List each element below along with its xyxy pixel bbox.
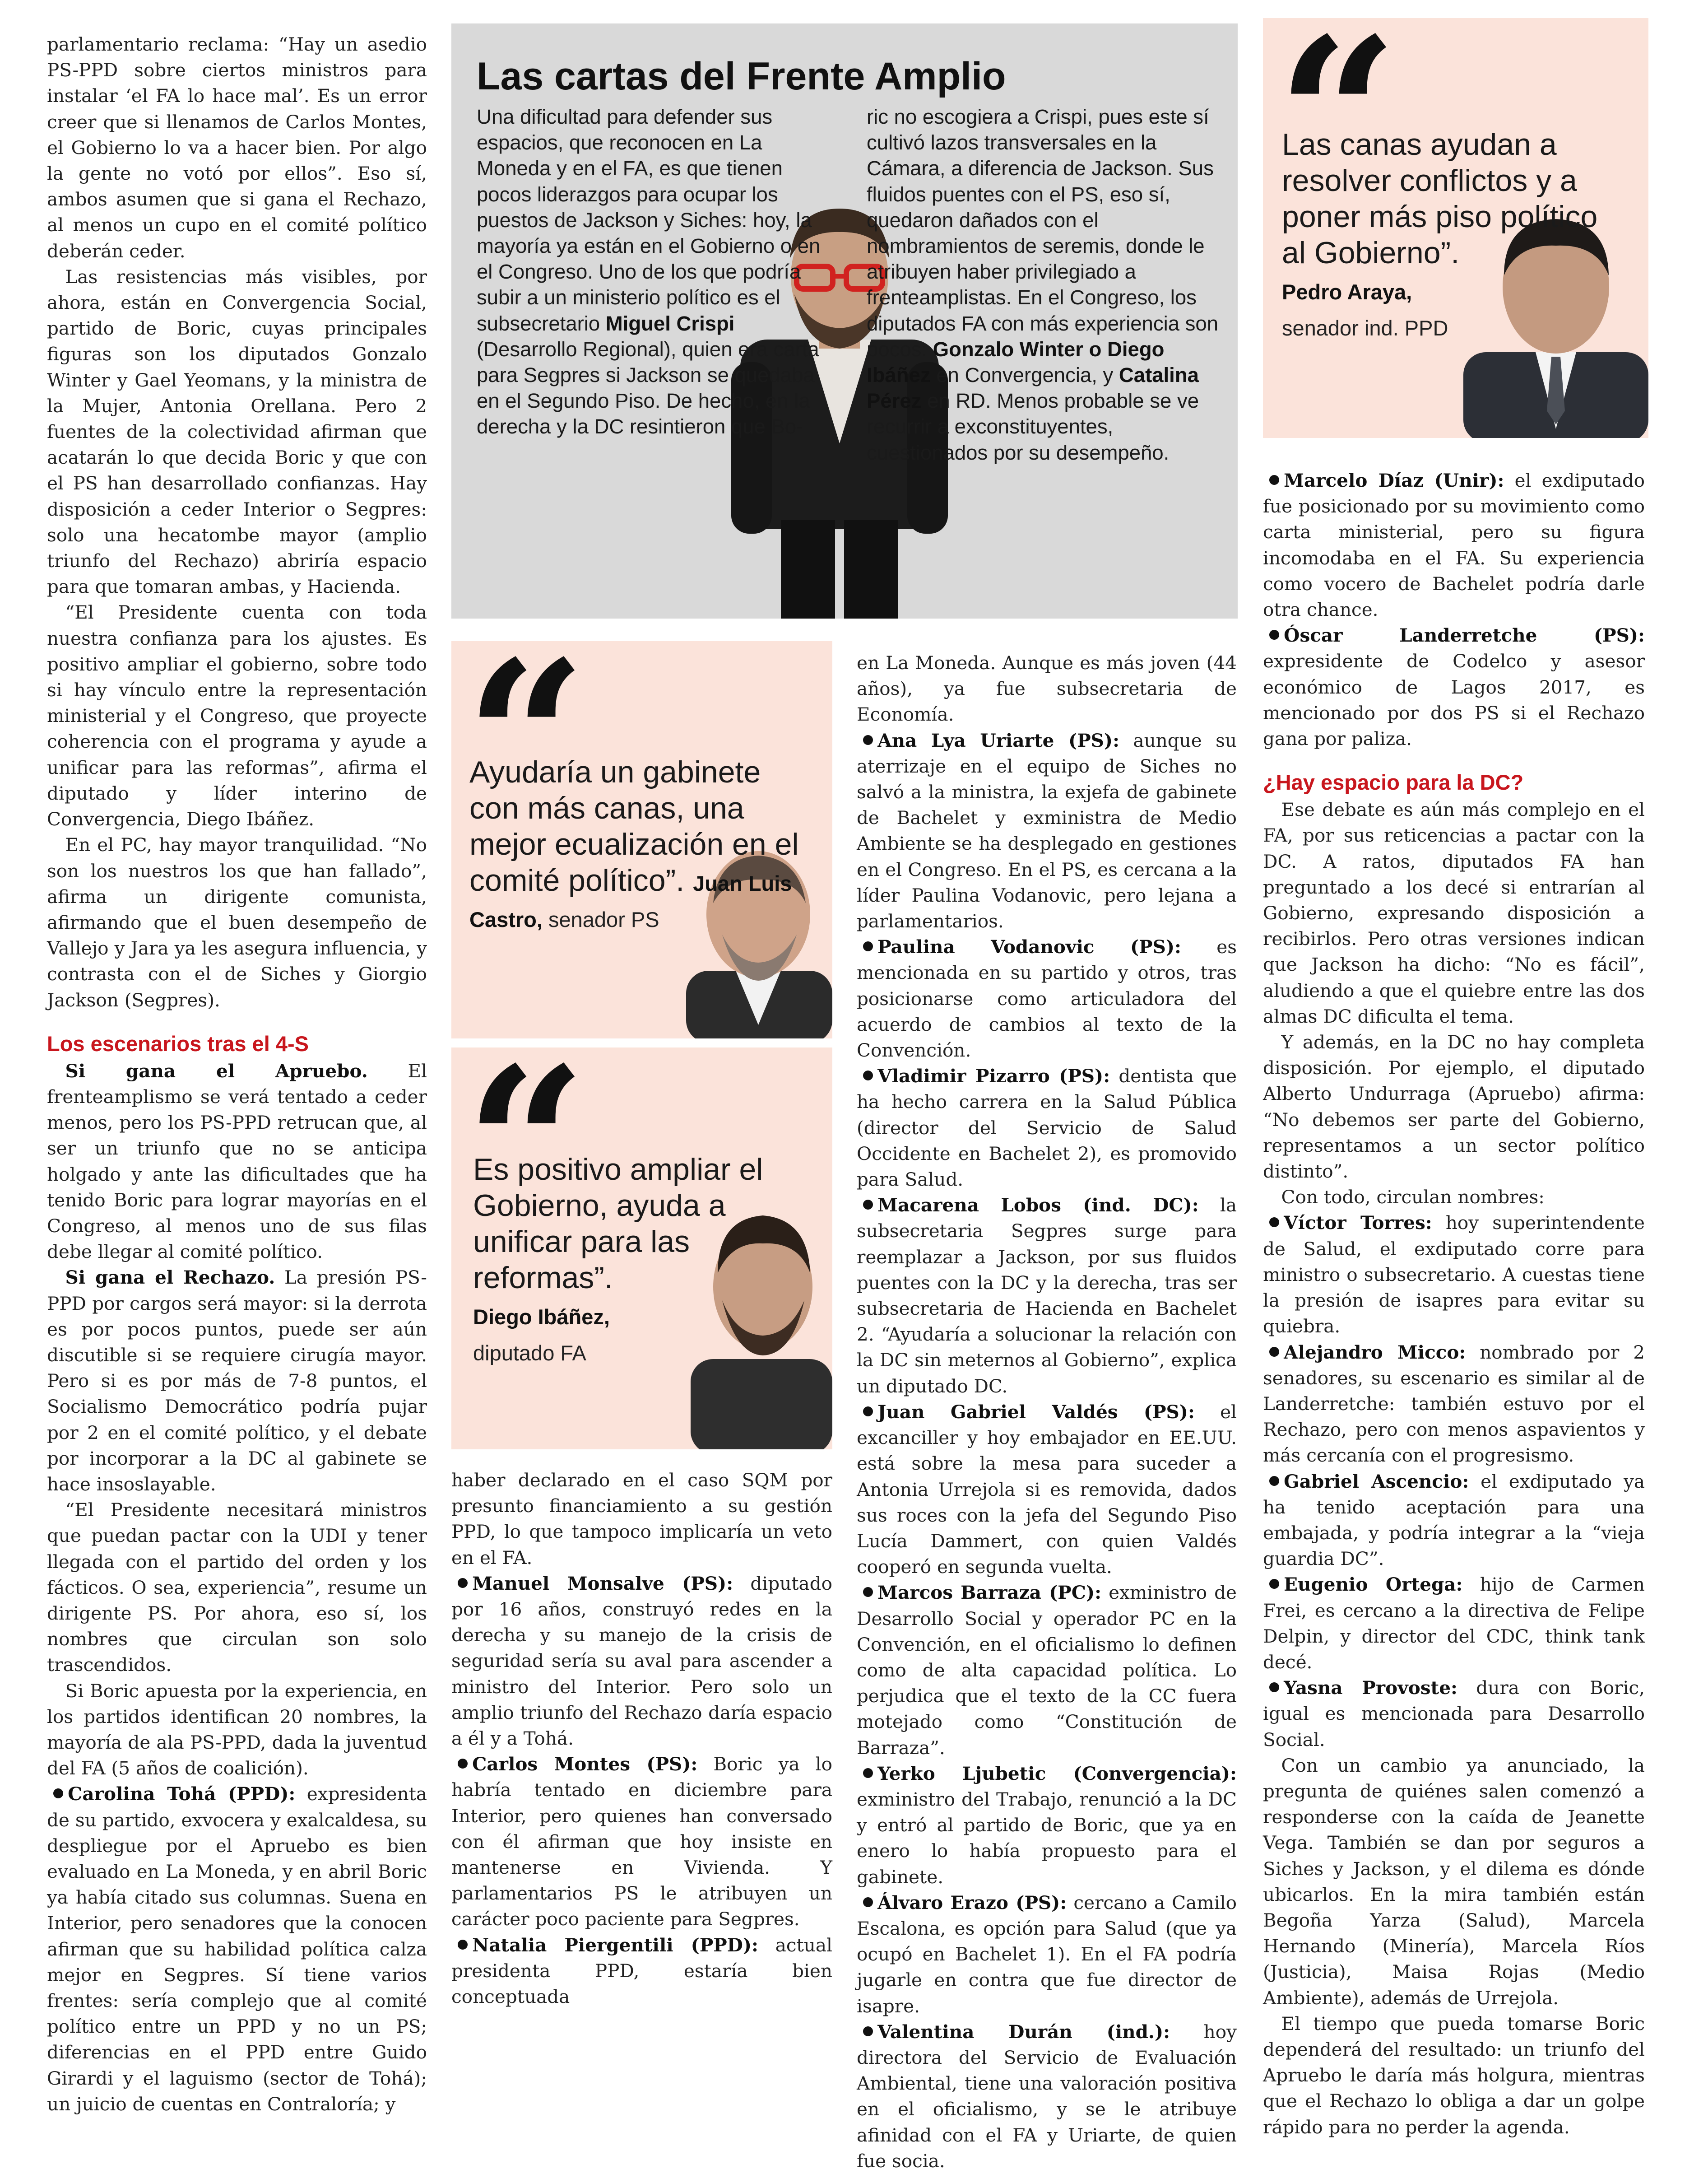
column-1 — [47, 32, 427, 2117]
bullet-icon — [1269, 1347, 1279, 1357]
column-2-bottom — [451, 1467, 832, 2010]
paragraph — [47, 1265, 427, 1497]
item-body: dura con Boric, igual es mencionada para Desarrollo Social. — [1263, 1677, 1645, 1750]
list-item — [857, 1580, 1237, 1760]
item-name: Marcos Barraza (PC): — [877, 1582, 1102, 1604]
bullet-icon — [863, 1768, 873, 1778]
list-item — [451, 1932, 832, 2010]
paragraph: “El Presidente cuenta con toda nuestra confianza para los ajustes. Es positivo ampliar el gobierno, sobre todo si hay vínculo entre la representación ministerial y el Congreso, que proyecte coherencia con el programa y ayude a unificar para las reformas”, afirma el diputado y líder interino de Convergencia, Diego Ibáñez. — [47, 601, 427, 830]
item-body: cercano a Camilo Escalona, es opción para Salud (que ya ocupó en Bachelet 1). En el FA podría jugarle en contra que fue director de isapre. — [857, 1891, 1237, 2017]
item-body: dentista que ha hecho carrera en la Salud Pública (director del Servicio de Salud Occidente en Bachelet 2), es promovido para Salud. — [857, 1065, 1237, 1191]
item-name: Valentina Durán (ind.): — [877, 2020, 1170, 2043]
bullet-icon — [1269, 1217, 1279, 1227]
item-name: Ana Lya Uriarte (PS): — [877, 729, 1120, 751]
list-item — [1263, 1210, 1645, 1339]
item-name: Carlos Montes (PS): — [472, 1753, 698, 1775]
bullet-icon — [1269, 475, 1279, 485]
bullet-icon — [863, 1200, 873, 1210]
section-heading: Los escenarios tras el 4-S — [47, 1031, 309, 1056]
list-item — [857, 1192, 1237, 1399]
list-item — [857, 2019, 1237, 2174]
item-body: exministro del Trabajo, renunció a la DC y entró al partido de Boric, que ya en enero lo había propuesto para el gabinete. — [857, 1788, 1237, 1888]
paragraph-lead: Si gana el Apruebo. — [65, 1060, 368, 1082]
list-item — [1263, 623, 1645, 752]
item-body: diputado por 16 años, construyó redes en la derecha y su manejo de la crisis de seguridad sería su aval para ascender a ministro del Interior. Pero solo un amplio triunfo del Rechazo daría espacio a él y a Tohá. — [451, 1572, 833, 1750]
box-text: (Desarrollo Regional), quien era carta para Segpres si Jackson se quedaba en el Segundo Piso. De hecho, en la derecha y la DC resintieron que Bo- — [477, 337, 819, 438]
box-text: Una dificultad para defender sus espacios, que reconocen en La Moneda y en el FA, es que tienen pocos liderazgos para ocupar los puestos de Jackson y Siches: hoy, la mayoría ya están en el Gobierno o en el Congreso. Uno de los que podría subir a un ministerio político es el subsecretario — [477, 105, 821, 335]
bullet-icon — [458, 1940, 468, 1950]
list-item — [857, 1890, 1237, 2019]
item-body: expresidente de Codelco y asesor económico de Lagos 2017, es mencionado por dos PS si el Rechazo gana por paliza. — [1263, 650, 1645, 750]
bullet-icon — [1269, 1579, 1279, 1589]
item-body: Boric ya lo habría tentado en diciembre para Interior, pero quienes han conversado con él afirman que hoy insiste en mantenerse en Vivienda. Y parlamentarios PS le atribuyen un carácter poco paciente para Segpres. — [451, 1753, 832, 1930]
bullet-icon — [458, 1759, 468, 1769]
item-name: Eugenio Ortega: — [1284, 1573, 1463, 1596]
item-name: Álvaro Erazo (PS): — [877, 1891, 1067, 1913]
paragraph-lead: Si gana el Rechazo. — [65, 1266, 275, 1289]
paragraph: Y además, en la DC no hay completa disposición. Por ejemplo, el diputado Alberto Undurraga (Apruebo) afirma: “No debemos ser parte del Gobierno, representamos a un sector político distinto”. — [1263, 1031, 1645, 1182]
quote-text: Las canas ayudan a resolver conflictos y a poner más piso político al Gobierno”. — [1282, 127, 1598, 270]
section-heading: ¿Hay espacio para la DC? — [1263, 770, 1524, 795]
quote-author-role: senador ind. PPD — [1282, 316, 1448, 340]
list-item — [1263, 1572, 1645, 1675]
item-name: Yerko Ljubetic (Convergencia): — [877, 1762, 1237, 1784]
paragraph: en La Moneda. Aunque es más joven (44 años), ya fue subsecretaria de Economía. — [857, 652, 1237, 726]
bullet-icon — [458, 1578, 468, 1588]
pull-quote-castro — [451, 641, 832, 1038]
item-name: Óscar Landerretche (PS): — [1284, 624, 1645, 647]
item-name: Carolina Tohá (PPD): — [68, 1783, 296, 1805]
quote-mark-icon — [465, 641, 587, 741]
quote-body — [1282, 126, 1625, 343]
quote-mark-icon — [1276, 18, 1398, 118]
list-item — [1263, 1340, 1645, 1469]
bullet-icon — [1269, 630, 1279, 640]
bullet-icon — [863, 2026, 873, 2036]
quote-author-name: Diego Ibáñez, — [473, 1305, 610, 1329]
list-item — [1263, 1469, 1645, 1572]
quote-mark-icon — [465, 1047, 587, 1148]
item-body: exministro de Desarrollo Social y operador PC en la Convención, en el oficialismo lo definen como de alta capacidad política. Lo perjudica que el texto de la CC fuera motejado como “Constitución de Barraza”. — [857, 1582, 1237, 1759]
list-item — [451, 1751, 832, 1932]
bullet-icon — [1269, 1476, 1279, 1486]
bullet-icon — [863, 735, 873, 745]
quote-body — [473, 1151, 816, 1368]
item-name: Víctor Torres: — [1284, 1212, 1432, 1234]
paragraph: El tiempo que pueda tomarse Boric dependerá del resultado: un triunfo del Apruebo le daría más holgura, mientras que el Rechazo lo obliga a dar un golpe rápido para no perder la agenda. — [1263, 2012, 1645, 2138]
paragraph — [47, 1058, 427, 1265]
pull-quote-araya — [1263, 18, 1648, 438]
paragraph: Ese debate es aún más complejo en el FA, por sus reticencias a pactar con la DC. A ratos, diputados FA han preguntado a los decé si entrarían al Gobierno, expresando disposición a recibirlos. Pero otras versiones indican que Jackson ha dicho: “No es fácil”, aludiendo a que el quiebre entre las dos almas DC dificulta el tema. — [1263, 799, 1645, 1027]
paragraph-body: La presión PS-PPD por cargos será mayor: si la derrota es por pocos puntos, puede ser aún discutible si se requiere cirugía mayor. Pero si es por más de 7-8 puntos, el Socialismo Democrático podría pujar por 2 en el comité político, y el debate por incorporar a la DC al gabinete se hace insoslayable. — [47, 1266, 427, 1495]
item-name: Manuel Monsalve (PS): — [472, 1572, 733, 1594]
quote-author-role: diputado FA — [473, 1341, 586, 1365]
list-item — [857, 934, 1237, 1063]
paragraph: Con todo, circulan nombres: — [1281, 1186, 1545, 1208]
item-body: el excanciller y hoy embajador en EE.UU. está sobre la mesa para suceder a Antonia Urrejola si es removida, dados sus roces con la jefa del Segundo Piso Lucía Dammert, con quien Valdés cooperó en segunda vuelta. — [857, 1401, 1237, 1578]
item-name: Marcelo Díaz (Unir): — [1284, 470, 1504, 491]
list-item — [857, 1761, 1237, 1890]
bullet-icon — [863, 941, 873, 951]
item-body: aunque su aterrizaje en el equipo de Siches no salvó a la ministra, la exjefa de gabinete de Bachelet y exministra de Medio Ambiente se ha desplegado en gestiones en el Congreso. En el PS, es cercana a la líder Paulina Vodanovic, pero lejana a parlamentarios. — [857, 729, 1237, 932]
paragraph: Las resistencias más visibles, por ahora, están en Convergencia Social, partido de Boric, cuyas principales figuras son los diputados Gonzalo Winter y Gael Yeomans, y la ministra de la Mujer, Antonia Orellana. Pero 2 fuentes de la colectividad afirman que acatarán lo que decida Boric y que con el PS han desarrollado confianzas. Hay disposición a ceder Interior o Segpres: solo una hecatombe mayor (amplio triunfo del Rechazo) abriría espacio para que tomaran ambas, y Hacienda. — [47, 265, 427, 598]
list-item — [47, 1781, 427, 2117]
quote-author-name: Juan Luis Castro, — [469, 871, 792, 931]
bullet-icon — [1269, 1682, 1279, 1692]
list-item — [451, 1571, 832, 1751]
item-body: expresidenta de su partido, exvocera y exalcaldesa, su despliegue por el Apruebo es bien evaluado en La Moneda, y en abril Boric ya había citado sus columnas. Suena en Interior, pero senadores que la conocen afirman que su habilidad política calza mejor en Segpres. Sí tiene varios frentes: sería complejo que al comité político entre un PPD y no un PS; diferencias en el PPD entre Guido Girardi y el laguismo (sector de Tohá); un juicio de cuentas en Contraloría; y — [47, 1783, 427, 2115]
bullet-icon — [863, 1071, 873, 1080]
item-name: Yasna Provoste: — [1284, 1677, 1457, 1699]
quote-text: Ayudaría un gabinete con más canas, una mejor ecualización en el comité político”. — [469, 755, 799, 898]
item-body: hoy directora del Servicio de Evaluación Ambiental, tiene una valoración positiva en el oficialismo, y se le atribuye afinidad con el FA y Uriarte, de quien fue socia. — [857, 2020, 1237, 2172]
item-body: hoy superintendente de Salud, el exdiputado corre para ministro o subsecretario. A cuestas tiene la presión de isapres para evitar su quiebra. — [1263, 1212, 1645, 1337]
pull-quote-ibanez — [451, 1047, 832, 1449]
item-name: Vladimir Pizarro (PS): — [877, 1065, 1110, 1087]
box-column-right — [867, 104, 1219, 466]
paragraph: parlamentario reclama: “Hay un asedio PS-PPD sobre ciertos ministros para instalar ‘el FA lo hace mal’. Es un error creer que si llenamos de Carlos Montes, el Gobierno lo va a hacer bien. Por algo la gente no votó por ellos”. Eso sí, ambos asumen que si gana el Rechazo, al menos un cupo en el comité político deberán ceder. — [47, 33, 427, 262]
item-body: hijo de Carmen Frei, es cercano a la directiva de Felipe Delpin, y director del CDC, think tank decé. — [1263, 1573, 1645, 1673]
item-name: Natalia Piergentili (PPD): — [472, 1934, 758, 1956]
paragraph: Si Boric apuesta por la experiencia, en los partidos identifican 20 nombres, la mayoría de ala PS-PPD, dada la juventud del FA (5 años de coalición). — [47, 1680, 427, 1779]
bullet-icon — [863, 1587, 873, 1597]
list-item — [857, 728, 1237, 935]
bullet-icon — [863, 1897, 873, 1907]
item-name: Paulina Vodanovic (PS): — [877, 936, 1181, 958]
box-name: Gonzalo Winter o Diego Ibáñez — [867, 337, 1165, 387]
item-body: actual presidenta PPD, estaría bien conceptuada — [451, 1934, 832, 2008]
list-item — [857, 1063, 1237, 1192]
bullet-icon — [863, 1406, 873, 1416]
item-body: es mencionada en su partido y otros, tras posicionarse como articuladora del acuerdo de cambios al texto de la Convención. — [857, 936, 1237, 1061]
box-column-left — [477, 104, 833, 440]
list-item — [1263, 1675, 1645, 1753]
sidebar-box-frente-amplio — [451, 23, 1238, 619]
quote-author-name: Pedro Araya, — [1282, 280, 1412, 304]
box-name: Catalina Pérez — [867, 363, 1199, 413]
paragraph-body: El frenteamplismo se verá tentado a ceder menos, pero los PS-PPD retrucan que, al ser un triunfo que no se anticipa holgado y ante las dificultades que ha tenido Boric para lograr mayorías en el Congreso, al menos uno de sus filas debe llegar al comité político. — [47, 1060, 427, 1263]
box-text: en RD. Menos probable se ve recurrir a exconstituyentes, cuestionados por su desempeño. — [867, 389, 1199, 464]
list-item — [857, 1399, 1237, 1580]
paragraph: haber declarado en el caso SQM por presunto financiamiento a su gestión PPD, lo que tampoco implicaría un veto en el FA. — [451, 1469, 832, 1569]
paragraph: En el PC, hay mayor tranquilidad. “No son los nuestros los que han fallado”, afirma un dirigente comunista, afirmando que el buen desempeño de Vallejo y Jara ya les asegura influencia, y contrasta con el de Siches y Giorgio Jackson (Segpres). — [47, 834, 427, 1011]
list-item — [1263, 468, 1645, 623]
item-name: Macarena Lobos (ind. DC): — [877, 1194, 1199, 1216]
column-3 — [857, 650, 1237, 2174]
item-body: el exdiputado ya ha tenido aceptación para una embajada, y podría integrar a la “vieja guardia DC”. — [1263, 1470, 1645, 1570]
box-text: en Convergencia, y — [930, 363, 1119, 387]
item-name: Gabriel Ascencio: — [1284, 1470, 1469, 1492]
paragraph: Con un cambio ya anunciado, la pregunta de quiénes salen comenzó a responderse con la caída de Jeanette Vega. También se dan por seguros a Siches y Jackson, y el dilema es dónde ubicarlos. En la mira también están Begoña Yarza (Salud), Marcela Hernando (Minería), Marcela Ríos (Justicia), Maisa Rojas (Medio Ambiente), además de Urrejola. — [1263, 1754, 1645, 2009]
box-title: Las cartas del Frente Amplio — [477, 55, 1006, 98]
bullet-icon — [53, 1788, 63, 1798]
quote-author-role: senador PS — [542, 908, 659, 931]
column-4 — [1263, 468, 1645, 2140]
item-name: Juan Gabriel Valdés (PS): — [877, 1401, 1195, 1423]
quote-body — [469, 754, 812, 935]
box-text: ric no escogiera a Crispi, pues este sí cultivó lazos transversales en la Cámara, a diferencia de Jackson. Sus fluidos puentes con el PS, eso sí, quedaron dañados con el nombramientos de seremis, donde le atribuyen haber privilegiado a frenteamplistas. En el Congreso, los diputados FA con más experiencia son pocos: — [867, 105, 1219, 361]
quote-text: Es positivo ampliar el Gobierno, ayuda a unificar para las reformas”. — [473, 1152, 763, 1295]
item-name: Alejandro Micco: — [1284, 1341, 1466, 1363]
item-body: la subsecretaria Segpres surge para reemplazar a Jackson, por sus fluidos puentes con la DC y la derecha, tras ser subsecretaria de Hacienda en Bachelet 2. “Ayudaría a solucionar la relación con la DC sin meternos al Gobierno”, explica un diputado DC. — [857, 1194, 1237, 1397]
item-body: el exdiputado fue posicionado por su movimiento como carta ministerial, pero su figura incomodaba en el FA. Su experiencia como vocero de Bachelet podría darle otra chance. — [1263, 470, 1645, 621]
box-name: Miguel Crispi — [605, 312, 735, 335]
item-body: nombrado por 2 senadores, su escenario es similar al de Landerretche: también estuvo por el Rechazo, pero con menos aspavientos y más cercanía con el progresismo. — [1263, 1341, 1645, 1466]
paragraph: “El Presidente necesitará ministros que puedan pactar con la UDI y tener llegada con el partido del orden y los fácticos. O sea, experiencia”, resume un dirigente PS. Por ahora, eso sí, los nombres que circulan son solo trascendidos. — [47, 1499, 427, 1676]
